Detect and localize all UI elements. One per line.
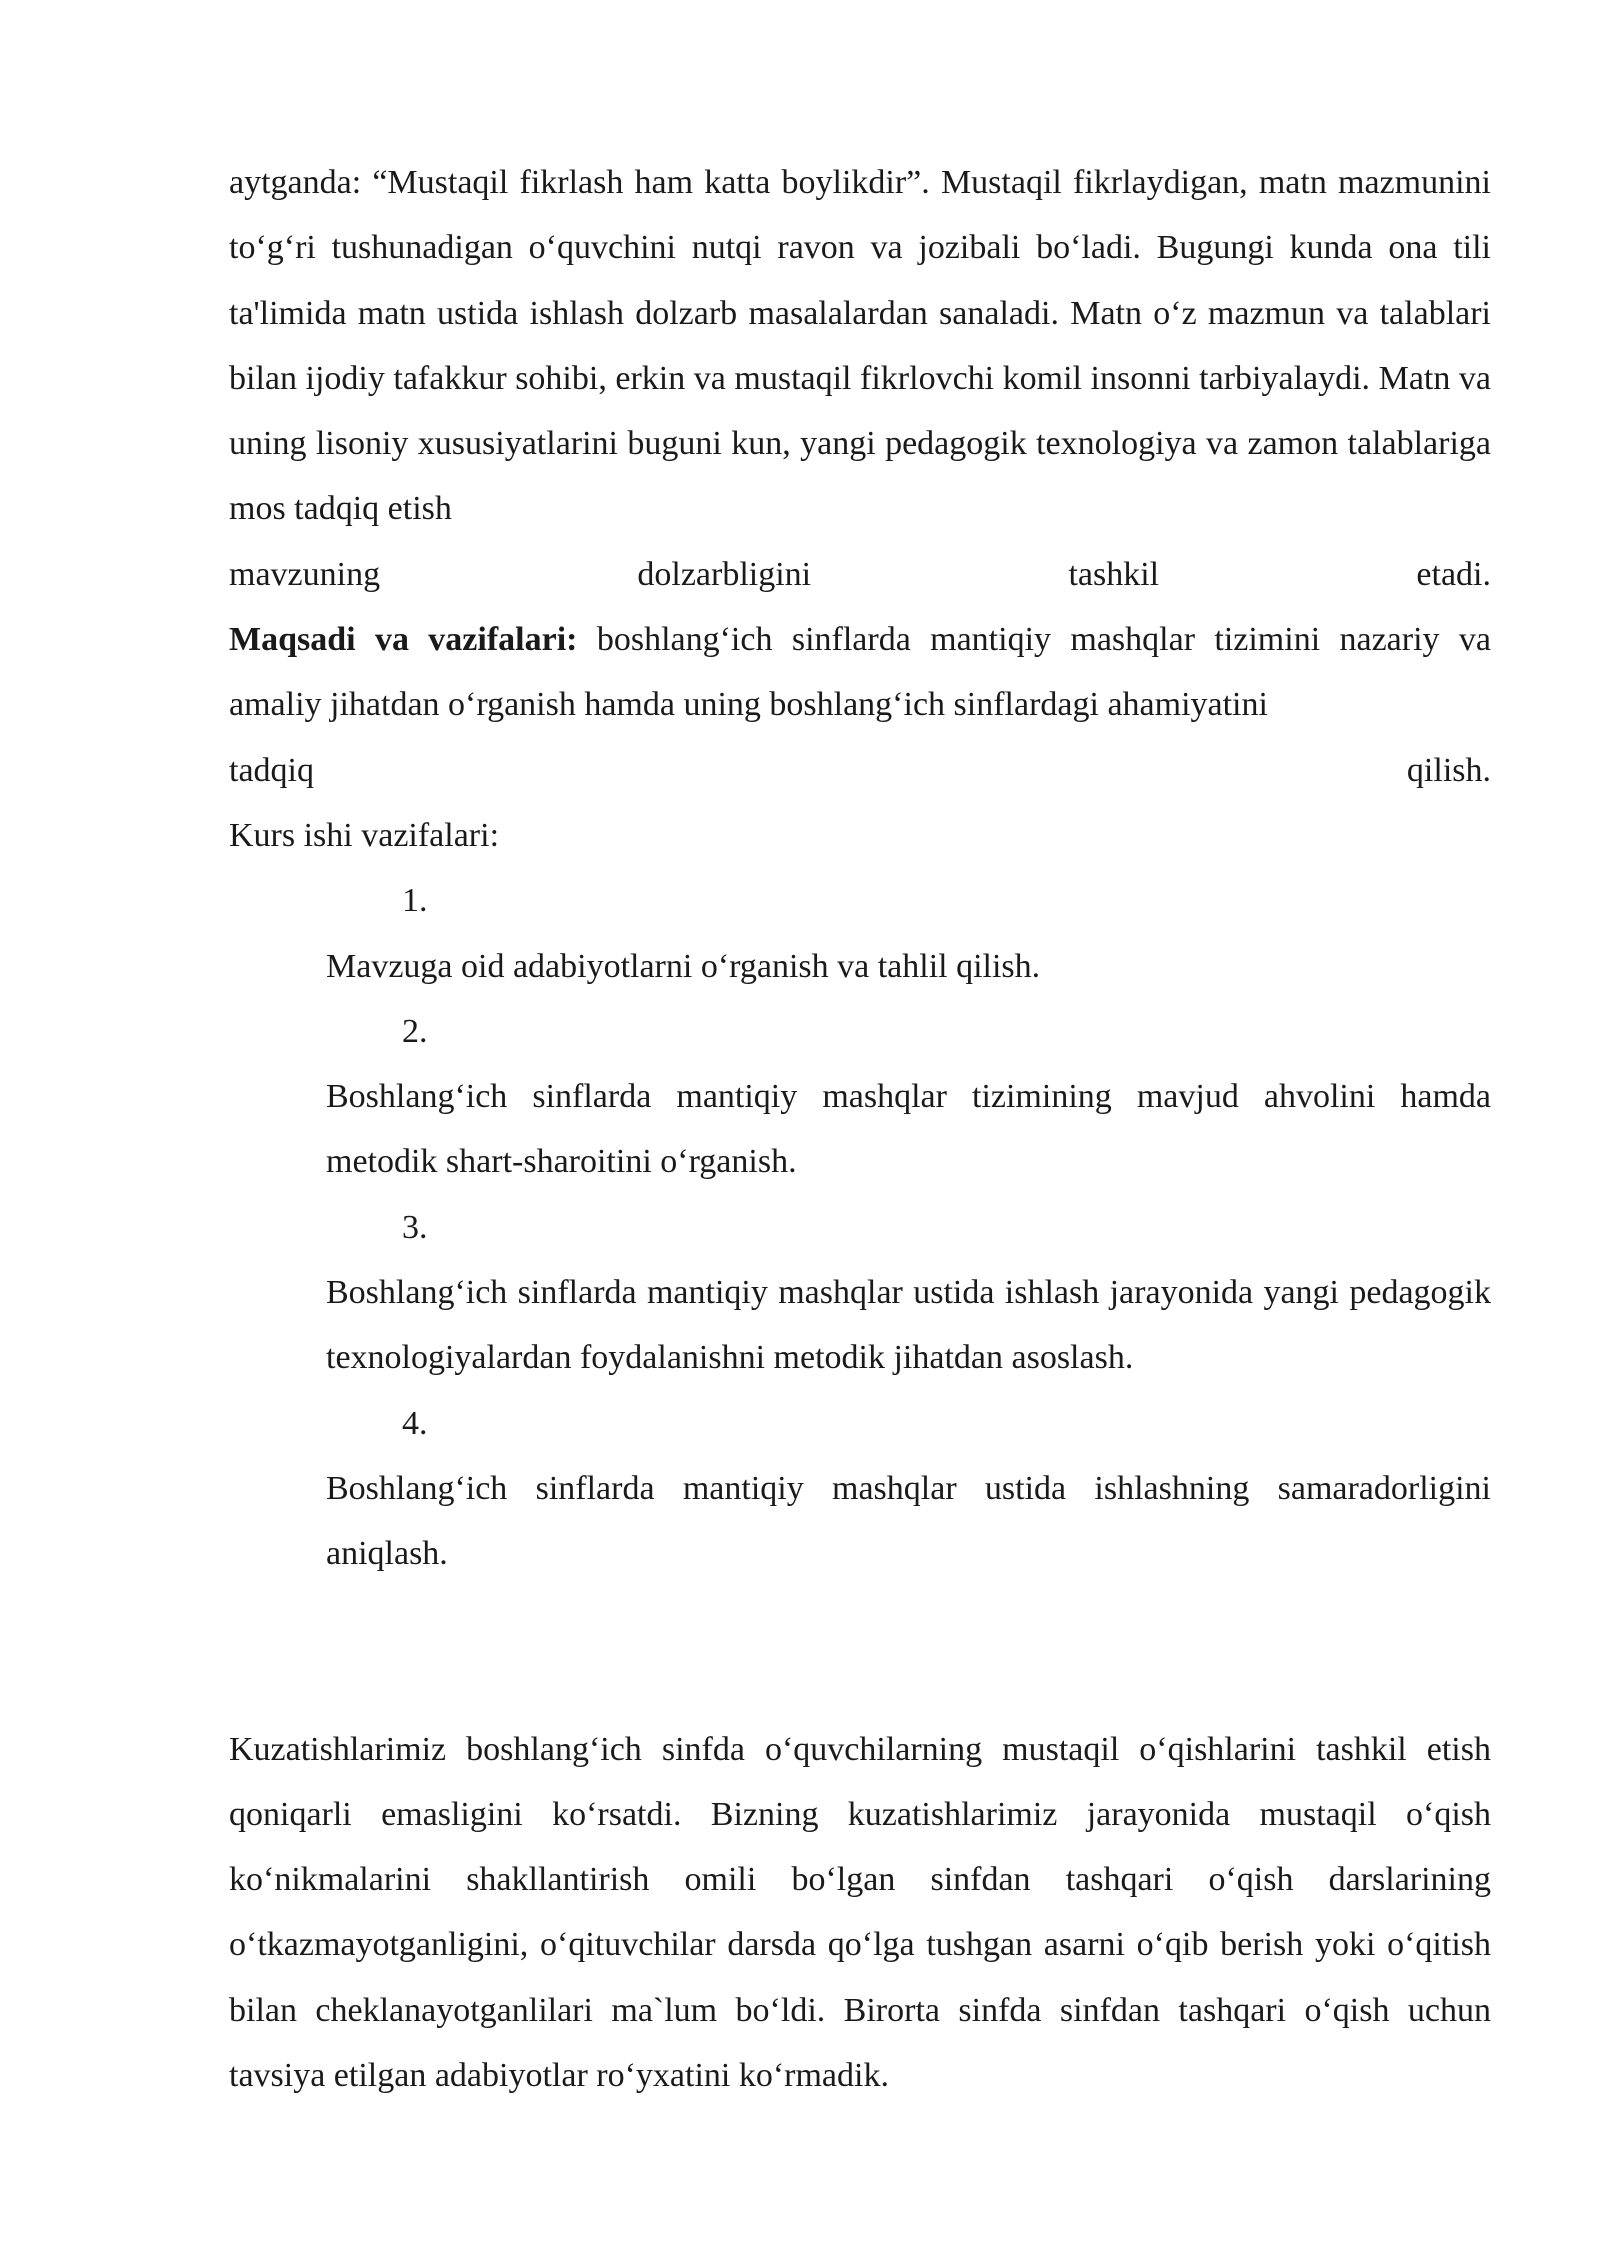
tasks-list [229,868,1491,1586]
list-item-number: 4. [402,1404,428,1442]
list-item [229,1391,1491,1587]
list-item-text: Boshlang‘ich sinflarda mantiqiy mashqlar ustida ishlashning samaradorligini aniqlash. [326,1469,1491,1573]
observations-paragraph: Kuzatishlarimiz boshlang‘ich sinfda o‘quvchilarning mustaqil o‘qishlarini tashkil etish qoniqarli emasligini ko‘rsatdi. Bizning kuzatishlarimiz jarayonida mustaqil o‘qish ko‘nikmalarini shakllantirish omili bo‘lgan sinfdan tashqari o‘qish darslarining o‘tkazmayotganligini, o‘qituvchilar darsda qo‘lga tushgan asarni o‘qib berish yoki o‘qitish bilan cheklanayotganlilari ma`lum bo‘ldi. Birorta sinfda sinfdan tashqari o‘qish uchun tavsiya etilgan adabiyotlar ro‘yxatini ko‘rmadik. [229,1730,1491,2095]
goals-label: Maqsadi va vazifalari: [229,621,578,659]
list-item [229,999,1491,1195]
list-item-number: 1. [402,882,428,920]
list-item [229,868,1491,999]
goals-text: boshlang‘ich sinflarda mantiqiy mashqlar tizimini nazariy va amaliy jihatdan o‘rganish hamda uning boshlang‘ich sinflardagi ahamiyatini [229,621,1491,724]
goals-paragraph [229,607,1491,738]
goals-last-line: tadqiq qilish. [229,751,1491,789]
section-gap [229,1587,1491,1717]
list-item-text: Boshlang‘ich sinflarda mantiqiy mashqlar tizimining mavjud ahvolini hamda metodik shart-sharoitini o‘rganish. [326,1078,1491,1181]
list-item-text: Boshlang‘ich sinflarda mantiqiy mashqlar ustida ishlash jarayonida yangi pedagogik texnologiyalardan foydalanishni metodik jihatdan asoslash. [326,1274,1491,1377]
list-item-number: 3. [402,1208,428,1246]
list-item-text: Mavzuga oid adabiyotlarni o‘rganish va tahlil qilish. [326,947,1041,985]
intro-paragraph: aytganda: “Mustaqil fikrlash ham katta boylikdir”. Mustaqil fikrlaydigan, matn mazmunini to‘g‘ri tushunadigan o‘quvchini nutqi ravon va jozibali bo‘ladi. Bugungi kunda ona tili ta'limida matn ustida ishlash dolzarb masalalardan sanaladi. Matn o‘z mazmun va talablari bilan ijodiy tafakkur sohibi, erkin va mustaqil fikrlovchi komil insonni tarbiyalaydi. Matn va uning lisoniy xususiyatlarini buguni kun, yangi pedagogik texnologiya va zamon talablariga mos tadqiq etish [229,164,1491,528]
list-item-number: 2. [402,1012,428,1050]
document-page [229,150,1491,2108]
intro-paragraph-last-line: mavzuning dolzarbligini tashkil etadi. [229,555,1491,593]
tasks-heading: Kurs ishi vazifalari: [229,816,500,854]
list-item [229,1195,1491,1391]
